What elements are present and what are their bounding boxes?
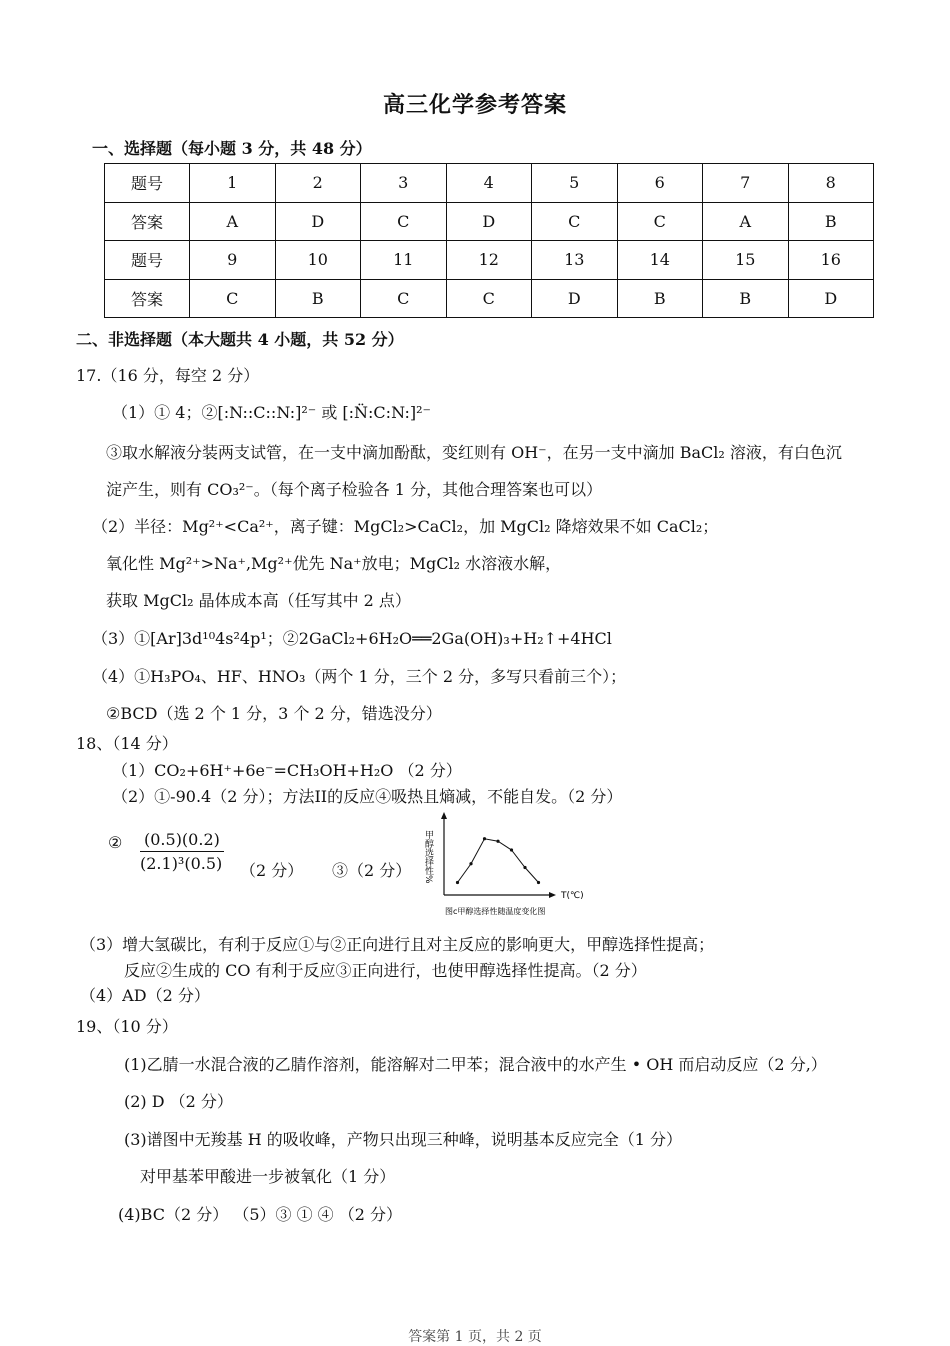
- q17-line9: ②BCD（选 2 个 1 分，3 个 2 分，错选没分）: [106, 704, 442, 723]
- table-cell: 14: [617, 241, 703, 280]
- q18-line4: 反应②生成的 CO 有利于反应③正向进行，也使甲醇选择性提高。（2 分）: [124, 961, 647, 980]
- q17-header: 17.（16 分，每空 2 分）: [76, 366, 260, 385]
- q17-line7: （3）①[Ar]3d¹⁰4s²4p¹；②2GaCl₂+6H₂O══2Ga(OH)₃+H₂↑+4HCl: [92, 629, 612, 648]
- table-cell: B: [788, 202, 874, 241]
- q19-line5: (4)BC（2 分） （5）③ ① ④ （2 分）: [118, 1205, 403, 1224]
- q18-part3-score: ③（2 分）: [332, 861, 412, 880]
- data-point: [469, 862, 472, 865]
- section1-heading: 一、选择题（每小题 3 分，共 48 分）: [92, 139, 372, 158]
- q19-line1: (1)乙腈一水混合液的乙腈作溶剂，能溶解对二甲苯；混合液中的水产生 • OH 而启动反应（2 分,）: [124, 1055, 827, 1074]
- data-point: [510, 848, 513, 851]
- table-cell: 2: [275, 164, 361, 203]
- table-cell: 13: [532, 241, 618, 280]
- table-cell: C: [532, 202, 618, 241]
- q18-line1: （1）CO₂+6H⁺+6e⁻=CH₃OH+H₂O （2 分）: [112, 761, 462, 780]
- row-label: 题号: [105, 241, 190, 280]
- table-cell: C: [361, 279, 447, 318]
- data-point: [496, 840, 499, 843]
- answer-table: [104, 163, 874, 318]
- table-cell: 4: [446, 164, 532, 203]
- table-row: [105, 279, 874, 318]
- table-cell: 3: [361, 164, 447, 203]
- q17-line6: 获取 MgCl₂ 晶体成本高（任写其中 2 点）: [106, 591, 411, 610]
- q17-line5: 氧化性 Mg²⁺>Na⁺,Mg²⁺优先 Na⁺放电；MgCl₂ 水溶液水解，: [106, 554, 562, 573]
- row-label: 答案: [105, 279, 190, 318]
- q19-line4: 对甲基苯甲酸进一步被氧化（1 分）: [140, 1167, 396, 1186]
- table-cell: C: [190, 279, 276, 318]
- table-cell: C: [361, 202, 447, 241]
- q18-line3: （3）增大氢碳比，有利于反应①与②正向进行且对主反应的影响更大，甲醇选择性提高；: [80, 935, 715, 954]
- q17-line4: （2）半径：Mg²⁺<Ca²⁺，离子键：MgCl₂>CaCl₂，加 MgCl₂ 降熔效果不如 CaCl₂；: [92, 517, 719, 536]
- q19-line2: (2) D （2 分）: [124, 1092, 233, 1111]
- data-point: [537, 881, 540, 884]
- q18-part2-label: ②: [108, 833, 123, 852]
- table-cell: 11: [361, 241, 447, 280]
- x-axis-arrow: [549, 892, 556, 898]
- table-row: [105, 164, 874, 203]
- q19-line3: (3)谱图中无羧基 H 的吸收峰，产物只出现三种峰，说明基本反应完全（1 分）: [124, 1130, 683, 1149]
- q17-line8: （4）①H₃PO₄、HF、HNO₃（两个 1 分，三个 2 分，多写只看前三个）；: [92, 667, 627, 686]
- table-cell: B: [617, 279, 703, 318]
- selectivity-chart: [420, 810, 590, 920]
- table-cell: 9: [190, 241, 276, 280]
- table-cell: 16: [788, 241, 874, 280]
- equilibrium-fraction: [140, 830, 224, 873]
- table-row: [105, 202, 874, 241]
- table-cell: B: [703, 279, 789, 318]
- table-cell: 12: [446, 241, 532, 280]
- fraction-denominator: (2.1)³(0.5): [140, 854, 223, 873]
- q18-header: 18、（14 分）: [76, 734, 178, 753]
- fraction-numerator: (0.5)(0.2): [140, 830, 224, 852]
- section2-heading: 二、非选择题（本大题共 4 小题，共 52 分）: [76, 330, 404, 349]
- page-title: 高三化学参考答案: [382, 92, 567, 118]
- table-cell: A: [703, 202, 789, 241]
- table-cell: 5: [532, 164, 618, 203]
- table-cell: D: [275, 202, 361, 241]
- table-cell: 7: [703, 164, 789, 203]
- q18-line2: （2）①-90.4（2 分）；方法II的反应④吸热且熵减，不能自发。（2 分）: [112, 787, 623, 806]
- q18-part2-score: （2 分）: [240, 861, 304, 880]
- chart-ylabel: 甲醇选择性%: [423, 830, 433, 884]
- q17-line3: 淀产生，则有 CO₃²⁻。（每个离子检验各 1 分，其他合理答案也可以）: [106, 480, 603, 499]
- data-point: [523, 866, 526, 869]
- chart-xlabel: T(℃): [561, 891, 584, 901]
- table-cell: 8: [788, 164, 874, 203]
- y-axis-arrow: [441, 812, 447, 819]
- table-cell: 15: [703, 241, 789, 280]
- chart-caption: 图c甲醇选择性随温度变化图: [445, 907, 546, 916]
- table-cell: B: [275, 279, 361, 318]
- table-cell: D: [788, 279, 874, 318]
- q17-line1: （1）① 4；②[:N::C::N:]²⁻ 或 [:N̈:C:N:]²⁻: [112, 403, 431, 422]
- table-cell: 6: [617, 164, 703, 203]
- table-row: [105, 241, 874, 280]
- table-cell: C: [617, 202, 703, 241]
- row-label: 答案: [105, 202, 190, 241]
- row-label: 题号: [105, 164, 190, 203]
- q19-header: 19、（10 分）: [76, 1017, 178, 1036]
- table-cell: D: [446, 202, 532, 241]
- table-cell: 1: [190, 164, 276, 203]
- q18-line5: （4）AD（2 分）: [80, 986, 210, 1005]
- data-point: [483, 837, 486, 840]
- q17-line2: ③取水解液分装两支试管，在一支中滴加酚酞，变红则有 OH⁻，在另一支中滴加 BaCl₂ 溶液，有白色沉: [106, 443, 842, 462]
- selectivity-curve: [458, 839, 539, 883]
- table-cell: A: [190, 202, 276, 241]
- table-cell: C: [446, 279, 532, 318]
- table-cell: D: [532, 279, 618, 318]
- page-footer: 答案第 1 页，共 2 页: [408, 1329, 542, 1345]
- table-cell: 10: [275, 241, 361, 280]
- data-point: [456, 881, 459, 884]
